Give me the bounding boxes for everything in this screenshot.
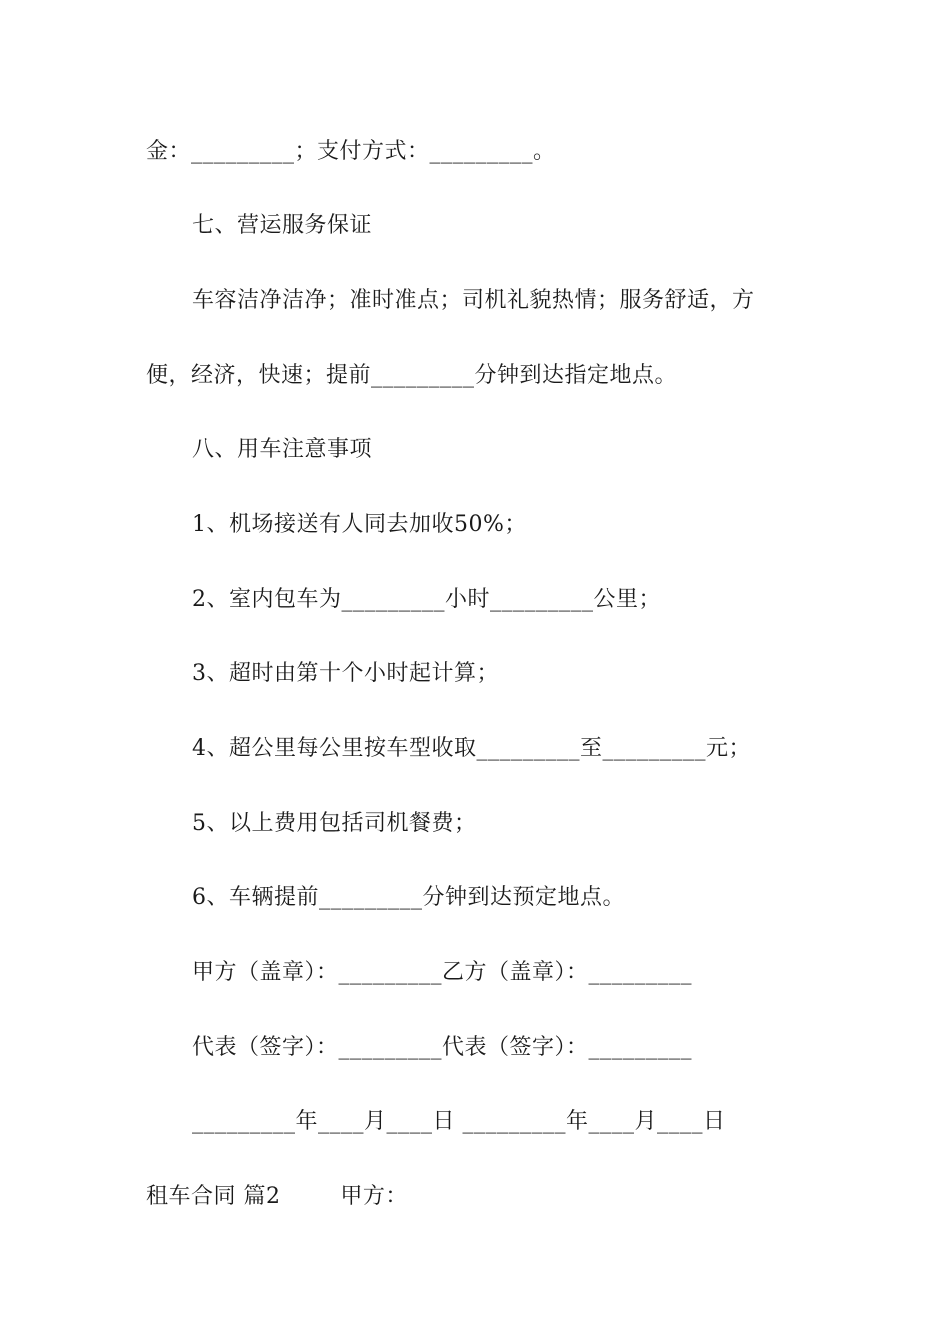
list-item-2: 2、室内包车为_________小时_________公里； [192,587,661,612]
text-line-service-2: 便，经济，快速；提前_________分钟到达指定地点。 [146,363,678,388]
signature-representative-line: 代表（签字）：_________代表（签字）：_________ [192,1035,693,1060]
signature-seal-line: 甲方（盖章）：_________乙方（盖章）：_________ [192,960,693,985]
section-heading-8: 八、用车注意事项 [192,437,373,462]
list-item-5: 5、以上费用包括司机餐费； [192,811,477,836]
section-heading-7: 七、营运服务保证 [192,213,373,238]
contract-2-heading: 租车合同 篇2 甲方： [146,1184,408,1209]
list-item-4: 4、超公里每公里按车型收取_________至_________元； [192,736,751,761]
text-line-deposit-payment: 金：_________；支付方式：_________。 [146,139,556,164]
signature-date-line: _________年____月____日 _________年____月____日 [192,1109,726,1134]
list-item-6: 6、车辆提前_________分钟到达预定地点。 [192,885,625,910]
text-line-service-1: 车容洁净洁净；准时准点；司机礼貌热情；服务舒适，方 [192,288,755,313]
list-item-3: 3、超时由第十个小时起计算； [192,661,499,686]
list-item-1: 1、机场接送有人同去加收50%； [192,512,527,537]
